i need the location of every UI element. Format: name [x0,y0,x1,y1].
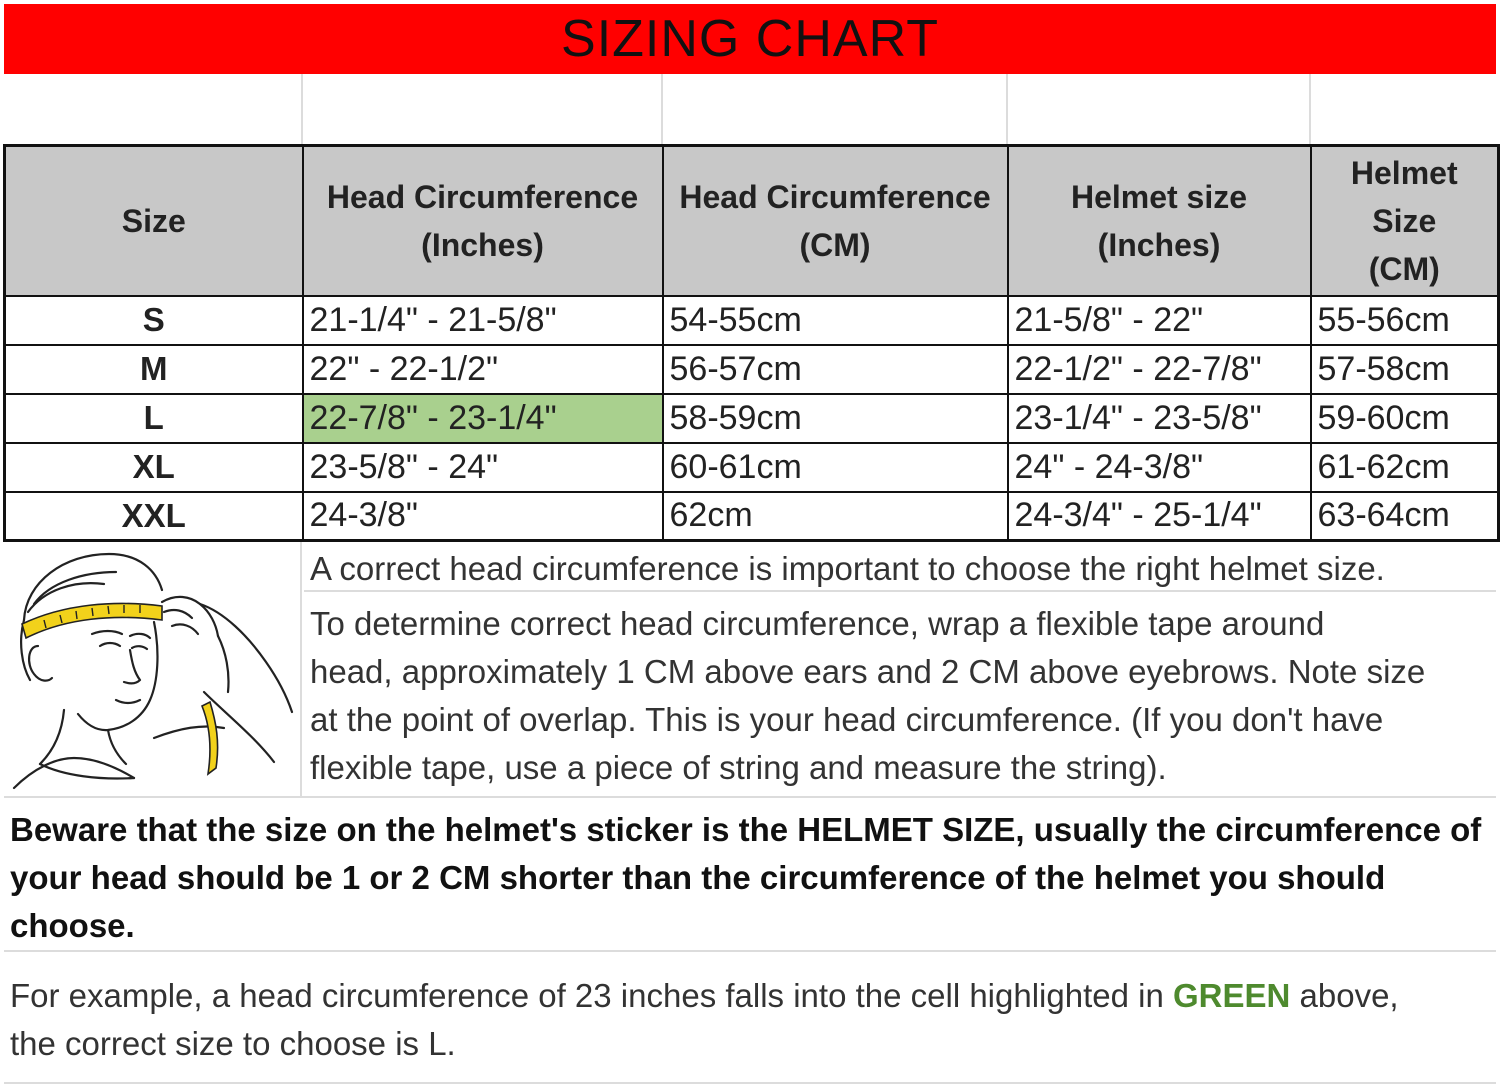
beware-line: your head should be 1 or 2 CM shorter than the circumference of the helmet you should [10,859,1386,896]
note-instructions [304,594,1496,798]
size-cell: XL [5,443,303,492]
instruction-line: flexible tape, use a piece of string and measure the string). [310,749,1167,786]
helmet-inches-cell: 24-3/4" - 25-1/4" [1008,492,1311,541]
header-head-cm: Head Circumference (CM) [663,146,1008,296]
beware-line: Beware that the size on the helmet's sticker is the HELMET SIZE, usually the circumference of [10,811,1482,848]
header-helmet-cm: Helmet Size (CM) [1311,146,1499,296]
helmet-cm-cell: 57-58cm [1311,345,1499,394]
table-row [5,394,1499,443]
measurement-notes [4,542,1496,798]
head-cm-cell: 60-61cm [663,443,1008,492]
blank-spacer-row [4,74,1496,144]
example-note [4,954,1496,1084]
table-header-row [5,146,1499,296]
spacer-divider [661,74,663,144]
header-helmet-inches: Helmet size (Inches) [1008,146,1311,296]
instruction-line: at the point of overlap. This is your head circumference. (If you don't have [310,701,1384,738]
helmet-inches-cell: 24" - 24-3/8" [1008,443,1311,492]
size-cell: XXL [5,492,303,541]
header-size: Size [5,146,303,296]
title-bar [4,4,1496,74]
instruction-line: To determine correct head circumference, wrap a flexible tape around [310,605,1325,642]
head-measuring-illustration [4,542,302,798]
spacer-divider [1006,74,1008,144]
instruction-line: head, approximately 1 CM above ears and 2 CM above eyebrows. Note size [310,653,1426,690]
head-cm-cell: 54-55cm [663,296,1008,345]
note-importance: A correct head circumference is important to choose the right helmet size. [304,542,1496,592]
spacer-divider [1309,74,1311,144]
table-row [5,345,1499,394]
green-label: GREEN [1172,977,1291,1014]
helmet-inches-cell: 22-1/2" - 22-7/8" [1008,345,1311,394]
header-head-inches: Head Circumference (Inches) [303,146,663,296]
beware-note [4,800,1496,952]
beware-line: choose. [10,907,135,944]
head-inches-cell: 24-3/8" [303,492,663,541]
head-cm-cell: 56-57cm [663,345,1008,394]
helmet-cm-cell: 61-62cm [1311,443,1499,492]
head-inches-cell: 22" - 22-1/2" [303,345,663,394]
sizing-table [3,144,1500,542]
helmet-cm-cell: 63-64cm [1311,492,1499,541]
spacer-divider [301,74,303,144]
helmet-inches-cell: 21-5/8" - 22" [1008,296,1311,345]
table-row [5,492,1499,541]
highlighted-head-inches-cell: 22-7/8" - 23-1/4" [303,394,663,443]
helmet-cm-cell: 59-60cm [1311,394,1499,443]
example-line-2: the correct size to choose is L. [10,1025,456,1062]
head-cm-cell: 58-59cm [663,394,1008,443]
helmet-inches-cell: 23-1/4" - 23-5/8" [1008,394,1311,443]
head-cm-cell: 62cm [663,492,1008,541]
table-row [5,296,1499,345]
head-inches-cell: 21-1/4" - 21-5/8" [303,296,663,345]
size-cell: L [5,394,303,443]
page-title: SIZING CHART [561,10,939,68]
size-cell: M [5,345,303,394]
size-cell: S [5,296,303,345]
table-row [5,443,1499,492]
helmet-cm-cell: 55-56cm [1311,296,1499,345]
man-measuring-head-icon [4,542,302,798]
example-line-1: For example, a head circumference of 23 inches falls into the cell highlighted in GREEN above, [10,977,1399,1014]
head-inches-cell: 23-5/8" - 24" [303,443,663,492]
